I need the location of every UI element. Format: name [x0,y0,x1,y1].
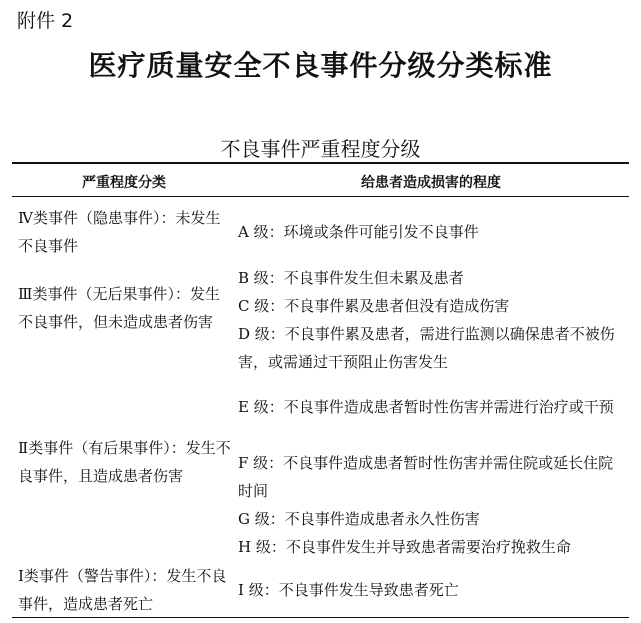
document-title: 医疗质量安全不良事件分级分类标准 [88,49,553,82]
table-top-rule [12,162,629,164]
table-bottom-rule [12,617,629,618]
header-harm-degree: 给患者造成损害的程度 [361,175,501,191]
level-e: E 级：不良事件造成患者暂时性伤害并需进行治疗或干预 [238,398,614,416]
level-b: B 级：不良事件发生但未累及患者 [238,269,464,287]
category-class-2: Ⅱ类事件（有后果事件）：发生不良事件，且造成患者伤害 [18,439,231,485]
level-h: H 级：不良事件发生并导致患者需要治疗挽救生命 [238,538,571,556]
table-header-rule [12,196,629,197]
level-c: C 级：不良事件累及患者但没有造成伤害 [238,297,510,315]
category-class-1: Ⅰ类事件（警告事件）：发生不良事件，造成患者死亡 [18,567,227,613]
level-f: F 级：不良事件造成患者暂时性伤害并需住院或延长住院时间 [238,454,614,500]
level-a: A 级：环境或条件可能引发不良事件 [238,223,479,241]
attachment-label: 附件 2 [17,10,74,32]
level-g: G 级：不良事件造成患者永久性伤害 [238,510,480,528]
level-i: I 级：不良事件发生导致患者死亡 [238,581,459,599]
table-title: 不良事件严重程度分级 [220,137,421,161]
category-class-4: Ⅳ类事件（隐患事件）：未发生不良事件 [18,209,221,255]
category-class-3: Ⅲ类事件（无后果事件）：发生不良事件，但未造成患者伤害 [18,285,220,331]
header-severity-category: 严重程度分类 [82,175,166,191]
level-d: D 级：不良事件累及患者，需进行监测以确保患者不被伤害，或需通过干预阻止伤害发生 [238,325,615,371]
